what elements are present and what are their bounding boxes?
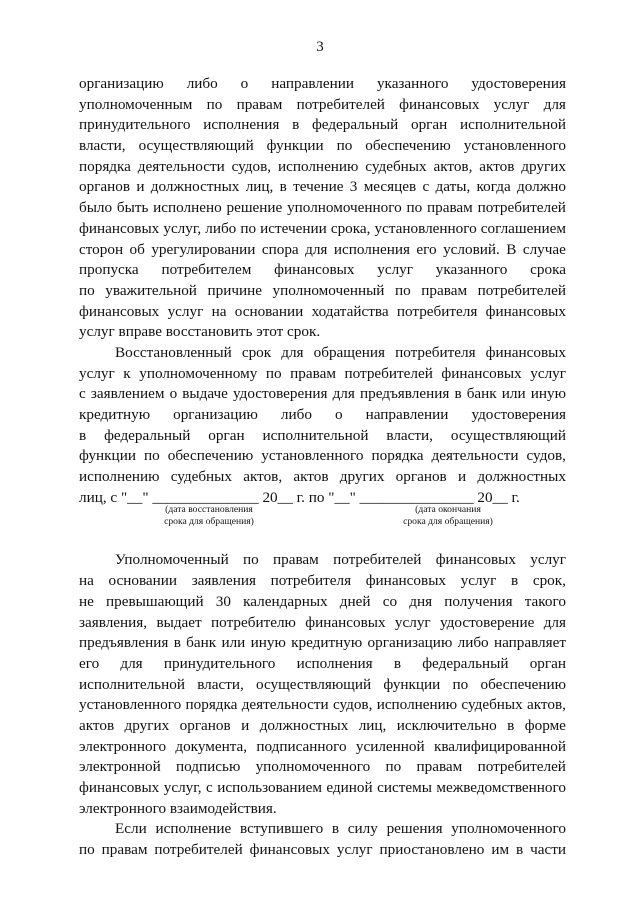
text-line: в федеральный орган исполнительной власти, осуществляющий [79, 426, 566, 444]
text-line: заявления, выдает потребителю финансовых услуг удостоверение для [79, 613, 566, 631]
text-line: по правам потребителей финансовых услуг приостановлено им в части [79, 841, 566, 859]
text-line: Уполномоченный по правам потребителей финансовых услуг [115, 551, 566, 569]
text-line: не превышающий 30 календарных дней со дня получения такого [79, 592, 566, 610]
text-line: финансовых услуг на основании ходатайства потребителя финансовых [79, 302, 566, 320]
text-line: финансовых услуг, с использованием единой системы межведомственного [79, 779, 566, 796]
text-line: пропуска потребителем финансовых услуг указанного срока [79, 261, 566, 279]
text-line: порядка деятельности судов, исполнению судебных актов, актов других [79, 157, 566, 175]
text-line: кредитную организацию либо о направлении удостоверения [79, 406, 566, 423]
text-line: функции по обеспечению установленного порядка деятельности судов, [79, 447, 566, 465]
text-line: сторон об урегулировании спора для исполнения его условий. В случае [79, 240, 566, 258]
page-number: 3 [316, 39, 324, 55]
text-line: организацию либо о направлении указанного удостоверения [79, 75, 566, 92]
text-line: с заявлением о выдаче удостоверения для предъявления в банк или иную [79, 385, 566, 403]
paragraph-2 [79, 343, 566, 509]
text-line: предъявления в банк или иную кредитную организацию либо направляет [79, 634, 566, 652]
text-line: было быть исполнено решение уполномоченного по правам потребителей [79, 199, 566, 217]
text-line: электронного документа, подписанного усиленной квалифицированной [79, 737, 566, 755]
text-line: власти, осуществляющий функции по обеспечению установленного [79, 137, 566, 155]
text-line: Если исполнение вступившего в силу решения уполномоченного [115, 820, 566, 838]
text-line: принудительного исполнения в федеральный орган исполнительной [79, 116, 566, 134]
text-line: на основании заявления потребителя финансовых услуг в срок, [79, 572, 566, 590]
text-line: установленного порядка деятельности судов, исполнению судебных актов, [79, 696, 566, 714]
text-line: финансовых услуг, либо по истечении срока, установленного соглашением [79, 219, 566, 237]
date-field-notes [79, 504, 566, 530]
text-line: Восстановленный срок для обращения потребителя финансовых [115, 343, 566, 361]
text-line: его для принудительного исполнения в федеральный орган [79, 654, 566, 672]
document-body [79, 74, 566, 861]
text-line: по уважительной причине уполномоченный по правам потребителей [79, 281, 566, 299]
date-range-line: лиц, с "__" ______________ 20__ г. по "__" _______________ 20__ г. [79, 488, 520, 506]
text-line: услуг к уполномоченному по правам потребителей финансовых услуг [79, 364, 566, 382]
paragraph-4 [79, 819, 566, 860]
text-line: услуг вправе восстановить этот срок. [79, 323, 321, 341]
paragraph-3 [79, 550, 566, 819]
restoration-date-note: (дата восстановления срока для обращения) [164, 504, 254, 527]
text-line: исполнительной власти, осуществляющий функции по обеспечению [79, 675, 566, 693]
text-line: электронного взаимодействия. [79, 799, 277, 817]
text-line: уполномоченным по правам потребителей финансовых услуг для [79, 95, 566, 113]
text-line: актов других органов и должностных лиц, исключительно в форме [79, 716, 566, 734]
text-line: органов и должностных лиц, в течение 3 месяцев с даты, когда должно [79, 178, 566, 196]
text-line: электронной подписью уполномоченного по правам потребителей [79, 758, 566, 776]
end-date-note: (дата окончания срока для обращения) [403, 504, 493, 527]
text-line: исполнению судебных актов, актов других органов и должностных [79, 468, 566, 486]
paragraph-1 [79, 74, 566, 343]
